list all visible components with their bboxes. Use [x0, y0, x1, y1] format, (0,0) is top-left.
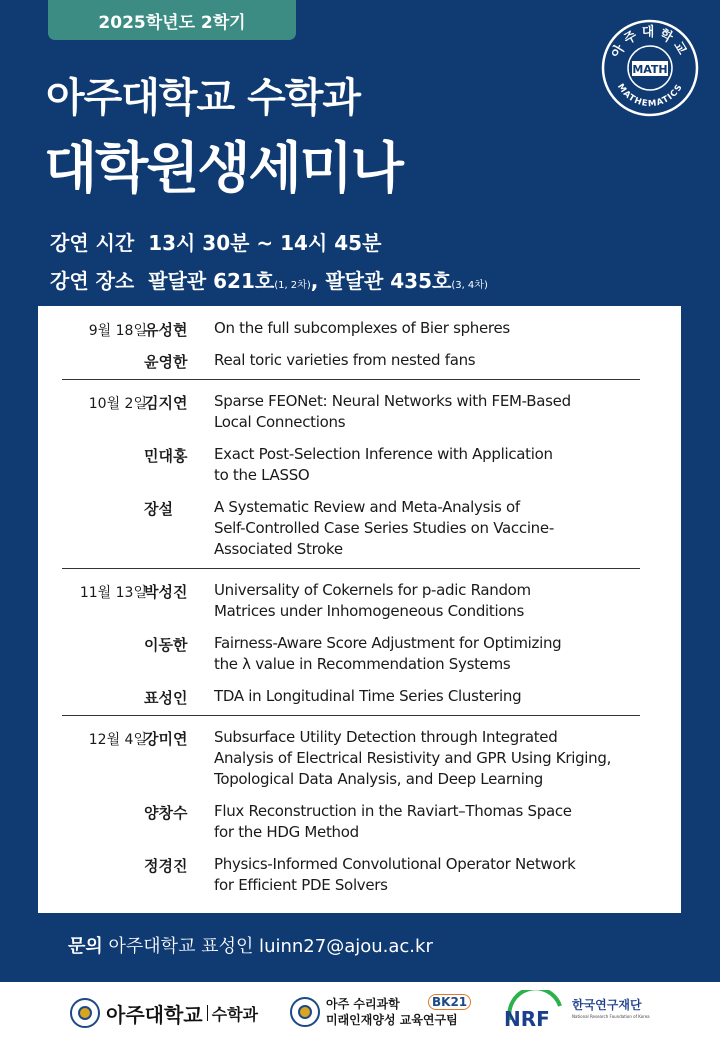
speaker-name: 유성현	[144, 321, 188, 339]
talk-title-line: the λ value in Recommendation Systems	[214, 655, 511, 673]
speaker-name: 양창수	[144, 804, 188, 822]
nrf-mark-text: NRF	[504, 1007, 550, 1031]
poster-title-line1: 아주대학교 수학과	[46, 75, 361, 121]
schedule-date: 9월 18일	[88, 323, 147, 339]
bk21-logo-line1: 아주 수리과학	[326, 997, 400, 1011]
bk21-team-logo	[290, 995, 468, 1028]
talk-title-line: Real toric varieties from nested fans	[214, 351, 476, 369]
speaker-name: 박성진	[144, 583, 188, 601]
talk-title	[214, 633, 674, 675]
ajou-math-logo	[70, 998, 258, 1028]
ajou-seal-icon	[70, 998, 100, 1028]
nrf-logo	[502, 990, 650, 1032]
ajou-logo-dept: 수학과	[211, 1004, 258, 1024]
talk-title-line: Fairness-Aware Score Adjustment for Optimizing	[214, 634, 562, 652]
math-department-seal-icon	[600, 18, 700, 118]
schedule-date: 10월 2일	[88, 396, 147, 412]
speaker-name: 민대홍	[144, 447, 188, 465]
seal-bottom-text: MATHEMATICS	[614, 82, 686, 110]
footer-logos	[0, 982, 720, 1040]
seal-mid-text: MATH	[632, 63, 668, 76]
speaker-name: 이동한	[144, 636, 188, 654]
talk-title	[214, 444, 674, 486]
talk-title	[214, 580, 674, 622]
schedule-divider	[62, 568, 640, 569]
speaker-name: 장설	[144, 500, 173, 518]
semester-badge	[48, 0, 296, 40]
contact-text: 아주대학교 표성인 luinn27@ajou.ac.kr	[108, 936, 433, 957]
talk-title	[214, 497, 674, 560]
talk-title	[214, 318, 674, 339]
talk-title	[214, 391, 674, 433]
talk-title-line: Flux Reconstruction in the Raviart–Thomas Space	[214, 802, 572, 820]
logo-divider	[207, 1005, 208, 1021]
talk-title-line: for the HDG Method	[214, 823, 359, 841]
talk-title-line: Associated Stroke	[214, 540, 343, 558]
schedule-table	[38, 306, 681, 913]
lecture-place	[50, 265, 488, 294]
talk-title-line: Exact Post-Selection Inference with Application	[214, 445, 553, 463]
place-separator: ,	[310, 269, 319, 293]
bk21-logo-line2: 미래인재양성 교육연구팀	[326, 1013, 458, 1027]
talk-title-line: Matrices under Inhomogeneous Conditions	[214, 602, 524, 620]
place-2: 팔달관 435호	[325, 269, 452, 293]
place-1-note: (1, 2차)	[274, 280, 311, 291]
talk-title	[214, 854, 674, 896]
talk-title-line: Sparse FEONet: Neural Networks with FEM-Based	[214, 392, 571, 410]
speaker-name: 김지연	[144, 394, 188, 412]
talk-title	[214, 686, 674, 707]
bk21-seal-icon	[290, 997, 320, 1027]
schedule-date: 11월 13일	[79, 585, 147, 601]
place-label: 강연 장소	[50, 269, 135, 293]
schedule-date: 12월 4일	[88, 732, 147, 748]
talk-title-line: Analysis of Electrical Resistivity and GPR Using Kriging,	[214, 749, 612, 767]
talk-title-line: Universality of Cokernels for p-adic Random	[214, 581, 531, 599]
speaker-name: 윤영한	[144, 353, 188, 371]
talk-title	[214, 801, 674, 843]
place-1: 팔달관 621호	[148, 269, 275, 293]
talk-title-line: Subsurface Utility Detection through Integrated	[214, 728, 558, 746]
talk-title-line: to the LASSO	[214, 466, 310, 484]
nrf-mark-icon	[502, 990, 566, 1032]
lecture-time	[50, 227, 381, 256]
place-2-note: (3, 4차)	[451, 280, 488, 291]
seal-top-text: 아주대학교	[608, 25, 692, 61]
talk-title-line: Self-Controlled Case Series Studies on Vaccine-	[214, 519, 554, 537]
talk-title-line: Topological Data Analysis, and Deep Learning	[214, 770, 544, 788]
time-value: 13시 30분 ~ 14시 45분	[148, 231, 382, 255]
talk-title-line: On the full subcomplexes of Bier spheres	[214, 319, 510, 337]
nrf-name: 한국연구재단	[572, 998, 642, 1012]
bk21-badge: BK21	[428, 994, 471, 1010]
talk-title-line: for Efficient PDE Solvers	[214, 876, 388, 894]
schedule-divider	[62, 715, 640, 716]
speaker-name: 정경진	[144, 857, 188, 875]
talk-title	[214, 727, 674, 790]
ajou-logo-name: 아주대학교	[106, 1002, 203, 1027]
contact-label: 문의	[68, 936, 103, 957]
speaker-name: 표성인	[144, 689, 188, 707]
speaker-name: 강미연	[144, 730, 188, 748]
contact-line	[68, 932, 433, 958]
nrf-sub: National Research Foundation of Korea	[572, 1014, 650, 1019]
talk-title-line: A Systematic Review and Meta-Analysis of	[214, 498, 520, 516]
talk-title-line: TDA in Longitudinal Time Series Clustering	[214, 687, 522, 705]
time-label: 강연 시간	[50, 231, 135, 255]
talk-title-line: Local Connections	[214, 413, 346, 431]
talk-title-line: Physics-Informed Convolutional Operator Network	[214, 855, 576, 873]
svg-text:MATHEMATICS	[615, 82, 685, 109]
poster-title-line2: 대학원생세미나	[44, 136, 402, 200]
semester-label: 2025학년도 2학기	[98, 12, 246, 33]
talk-title	[214, 350, 674, 371]
schedule-divider	[62, 379, 640, 380]
